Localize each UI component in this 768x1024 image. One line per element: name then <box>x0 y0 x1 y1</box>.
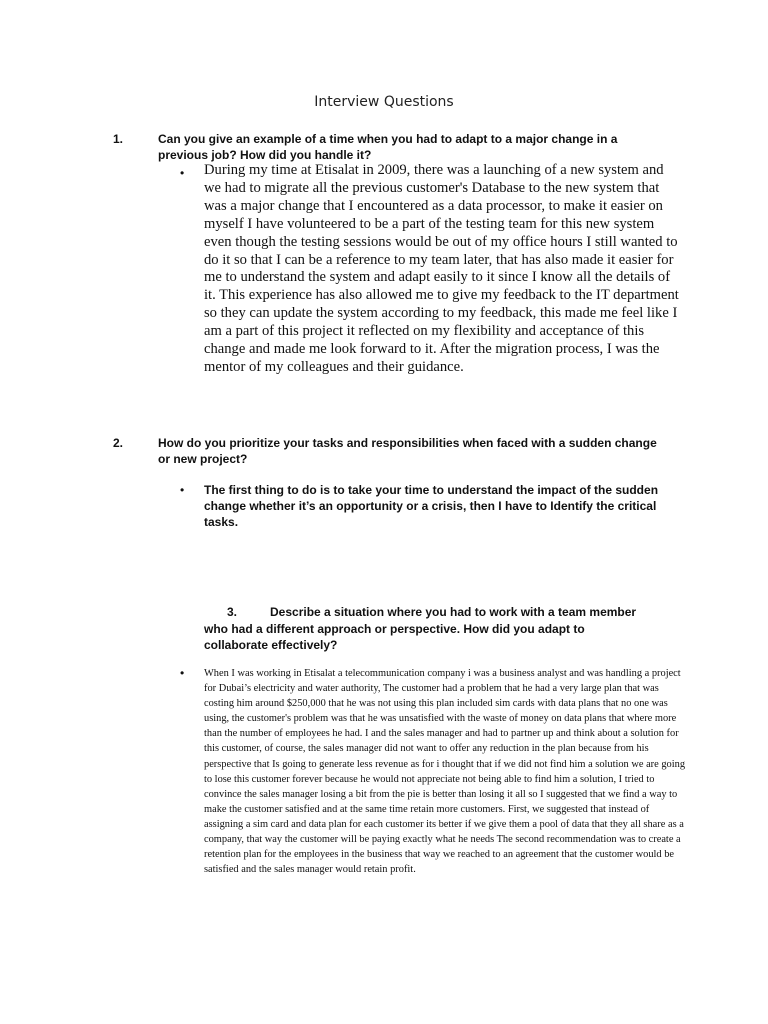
bullet-icon: • <box>180 166 185 180</box>
question-3-text-first-line: Describe a situation where you had to work with a team member <box>270 605 637 619</box>
answer-2-text: The first thing to do is to take your time to understand the impact of the sudden change whether it’s an opportunity or a crisis, then I have to Identify the critical tasks. <box>204 483 659 529</box>
answer-1-text: During my time at Etisalat in 2009, there was a launching of a new system and we had to migrate all the previous customer's Database to the new system that was a major change that I encountered as a data processor, to make it easier on myself I have volunteered to be a part of the testing team for this new system even though the testing sessions would be out of my office hours I still wanted to do it so that I can be a reference to my team later, that has also made it easier for me to understand the system and adapt easily to it since I know all the details of it. This experience has also allowed me to give my feedback to the IT department so they can update the system according to my feedback, this made me feel like I am a part of this project it reflected on my flexibility and acceptance of this change and made me look forward to it. After the migration process, I was the mentor of my colleagues and their guidance. <box>204 162 679 375</box>
question-1-text: Can you give an example of a time when you had to adapt to a major change in a previous job? How did you handle it? <box>158 132 618 162</box>
question-2-text: How do you prioritize your tasks and responsibilities when faced with a sudden change or new project? <box>158 436 657 466</box>
question-1-number: 1. <box>113 132 124 146</box>
bullet-icon: • <box>180 483 185 497</box>
question-3-number: 3. <box>227 605 238 619</box>
bullet-icon: • <box>180 666 185 680</box>
answer-3-text: When I was working in Etisalat a telecommunication company i was a business analyst and was handling a project for Dubai’s electricity and water authority, The customer had a problem that he had a very large plan that was costing him around $250,000 that he was not using this plan included sim cards with data plans that no one was using, the customer's problem was that he was unsatisfied with the waste of money on data plans that where more than the number of employees he had. I and the sales manager and had to partner up and think about a solution for this customer, of course, the sales manager did not want to offer any reduction in the plan because from his perspective that Is going to generate less revenue as for i thought that if we did not find him a solution we are going to lose this customer forever because he would not appreciate not being able to find him a solution, I tried to convince the sales manager losing a bit from the pie is better than losing it all so I suggested that we find a way to make the customer satisfied and at the same time retain more customers. First, we suggested that instead of assigning a sim card and data plan for each customer its better if we give them a pool of data that they all share as a company, that way the customer will be paying exactly what he needs The second recommendation was to create a retention plan for the employees in the business that way we reached to an agreement that the customer would be satisfied and the sales manager would retain profit. <box>204 668 686 876</box>
question-2-number: 2. <box>113 436 124 450</box>
document-title: Interview Questions <box>314 94 454 110</box>
question-3-text-rest: who had a different approach or perspective. How did you adapt to collaborate effectively? <box>204 622 585 652</box>
